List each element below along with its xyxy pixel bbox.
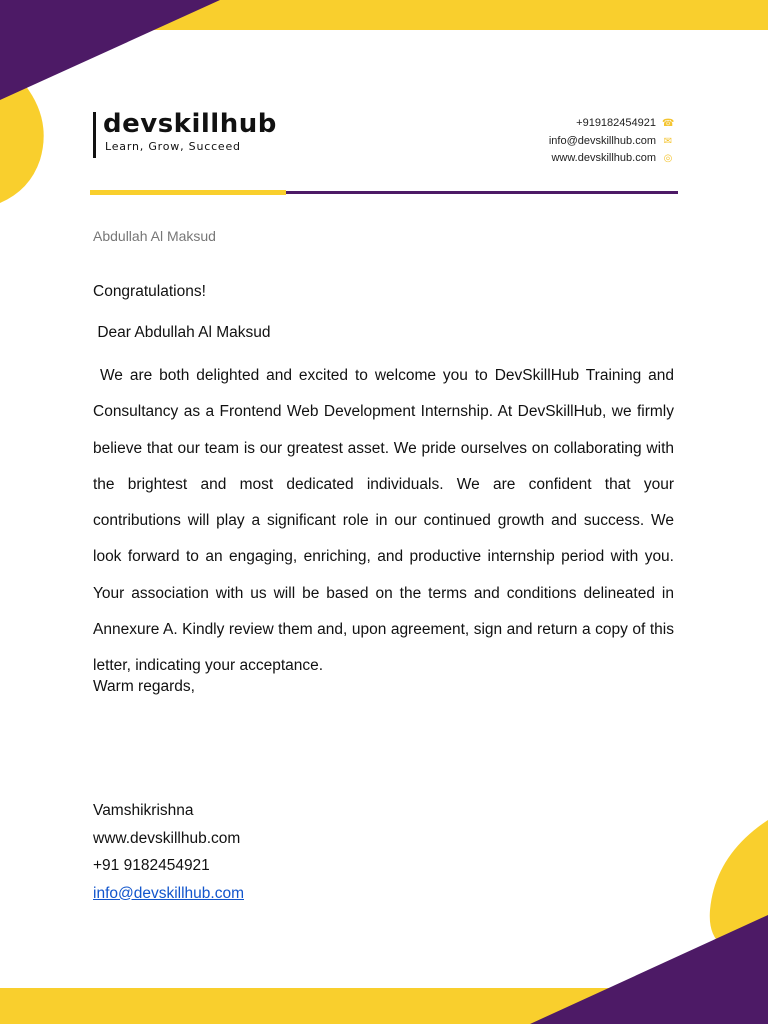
letter-body bbox=[93, 282, 674, 705]
salutation-text: Dear Abdullah Al Maksud bbox=[97, 324, 271, 341]
signer-phone: +91 9182454921 bbox=[93, 857, 210, 874]
logo-bar bbox=[93, 112, 96, 158]
contact-phone-text: +919182454921 bbox=[576, 117, 656, 129]
top-yellow-band bbox=[145, 0, 768, 30]
globe-icon: ◎ bbox=[663, 153, 673, 164]
contact-email-text: info@devskillhub.com bbox=[548, 134, 656, 147]
contact-email bbox=[549, 133, 674, 151]
contact-website bbox=[549, 150, 674, 168]
recipient-name: Abdullah Al Maksud bbox=[93, 228, 216, 244]
header-contacts bbox=[549, 115, 674, 168]
bottom-yellow-band bbox=[0, 988, 610, 1024]
logo-name: devskillhub bbox=[103, 109, 277, 139]
salutation bbox=[93, 323, 674, 343]
top-left-purple-triangle bbox=[0, 0, 220, 100]
letter-paragraph-text: We are both delighted and excited to welcome you to DevSkillHub Training and Consultancy as a Frontend Web Development Internship. At DevSkillHub, we firmly believe that our team is our greatest asset. We pride ourselves on collaborating with the brightest and most dedicated individuals. We are confident that your contributions will play a significant role in our continued growth and success. We look forward to an engaging, enriching, and productive internship period with you. Your association with us will be based on the terms and conditions delineated in Annexure A. Kindly review them and, upon agreement, sign and return a copy of this letter, indicating your acceptance. bbox=[93, 367, 674, 675]
logo-tagline: Learn, Grow, Succeed bbox=[105, 140, 241, 153]
greeting: Congratulations! bbox=[93, 283, 206, 300]
phone-icon: ☎ bbox=[662, 118, 675, 129]
contact-website-text: www.devskillhub.com bbox=[551, 152, 656, 164]
contact-phone bbox=[549, 115, 674, 133]
letter-paragraph bbox=[93, 358, 674, 685]
signer-email-link[interactable]: info@devskillhub.com bbox=[93, 884, 244, 902]
mail-icon: ✉ bbox=[663, 135, 673, 147]
header-rule-purple bbox=[286, 191, 678, 194]
top-left-yellow-curve bbox=[0, 85, 44, 203]
signer-name: Vamshikrishna bbox=[93, 802, 194, 819]
closing: Warm regards, bbox=[93, 677, 195, 695]
signature-block bbox=[93, 797, 244, 907]
signer-website: www.devskillhub.com bbox=[93, 829, 241, 847]
header-rule-yellow bbox=[90, 190, 286, 195]
